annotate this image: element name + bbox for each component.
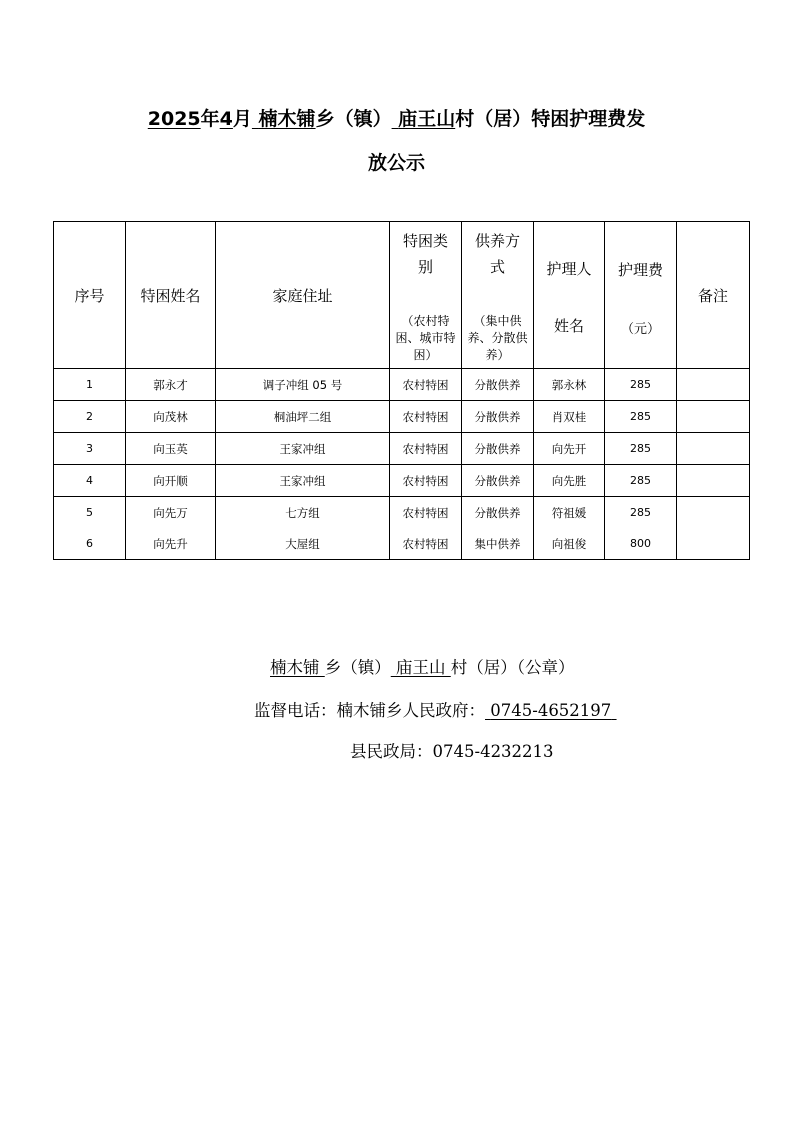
supervision-phone-line <box>254 697 617 721</box>
cell-seq: 4 <box>54 465 126 497</box>
seal-village-name: 庙王山 <box>396 658 446 677</box>
header-category-main: 特困类 <box>402 232 448 250</box>
document-title-line1 <box>0 104 793 131</box>
cell-category: 农村特困 <box>390 465 462 497</box>
cell-name: 向开顺 <box>126 465 216 497</box>
header-fee-main: 护理费 <box>617 261 663 280</box>
table-row <box>54 497 750 529</box>
header-support <box>462 222 534 369</box>
cell-support: 分散供养 <box>462 401 534 433</box>
seal-township <box>270 658 325 677</box>
seal-mid: 乡（镇） <box>324 658 391 677</box>
cell-fee: 285 <box>605 433 677 465</box>
cell-name: 郭永才 <box>126 369 216 401</box>
cell-support: 集中供养 <box>462 528 534 560</box>
title-year-suffix: 年 <box>200 108 220 130</box>
title-village-suffix: 村（居）特困护理费发 <box>455 108 646 130</box>
cell-seq: 1 <box>54 369 126 401</box>
header-support-note: （集中供养、分散供养） <box>467 314 528 362</box>
title-township <box>252 108 316 130</box>
cell-fee: 800 <box>605 528 677 560</box>
cell-caregiver: 肖双桂 <box>534 401 605 433</box>
table-row <box>54 369 750 401</box>
cell-fee: 285 <box>605 369 677 401</box>
table-header-row <box>54 222 750 369</box>
cell-name: 向先升 <box>126 528 216 560</box>
header-category-note: （农村特困、城市特困） <box>395 314 456 362</box>
header-category <box>390 222 462 369</box>
seal-end: 村（居）（公章） <box>450 658 575 677</box>
cell-fee: 285 <box>605 497 677 529</box>
header-caregiver-main: 护理人 <box>546 259 592 278</box>
cell-caregiver: 符祖媛 <box>534 497 605 529</box>
cell-seq: 3 <box>54 433 126 465</box>
header-name: 特困姓名 <box>126 222 216 369</box>
cell-remark <box>677 528 750 560</box>
document-title-line2: 放公示 <box>367 152 425 174</box>
cell-support: 分散供养 <box>462 433 534 465</box>
header-seq: 序号 <box>54 222 126 369</box>
cell-category: 农村特困 <box>390 369 462 401</box>
seal-line <box>270 654 575 678</box>
header-remark: 备注 <box>677 222 750 369</box>
cell-category: 农村特困 <box>390 497 462 529</box>
title-month: 4 <box>219 108 233 130</box>
table-row <box>54 401 750 433</box>
cell-name: 向先万 <box>126 497 216 529</box>
cell-seq: 5 <box>54 497 126 529</box>
cell-remark <box>677 433 750 465</box>
cell-fee: 285 <box>605 401 677 433</box>
cell-caregiver: 向先胜 <box>534 465 605 497</box>
title-village <box>392 108 456 130</box>
cell-support: 分散供养 <box>462 465 534 497</box>
county-label: 县民政局： <box>350 742 433 761</box>
header-caregiver-main2: 姓名 <box>553 316 584 335</box>
header-support-main2: 式 <box>489 258 505 276</box>
cell-caregiver: 向祖俊 <box>534 528 605 560</box>
header-caregiver <box>534 222 605 369</box>
county-phone-line <box>350 738 554 762</box>
cell-caregiver: 向先开 <box>534 433 605 465</box>
cell-address: 七方组 <box>216 497 390 529</box>
header-support-main: 供养方 <box>474 232 520 250</box>
cell-address: 大屋组 <box>216 528 390 560</box>
cell-support: 分散供养 <box>462 497 534 529</box>
subsidy-table <box>53 221 750 560</box>
title-township-suffix: 乡（镇） <box>315 108 392 130</box>
title-village-name: 庙王山 <box>398 108 456 130</box>
seal-township-name: 楠木铺 <box>270 658 320 677</box>
cell-remark <box>677 401 750 433</box>
cell-fee: 285 <box>605 465 677 497</box>
cell-address: 桐油坪二组 <box>216 401 390 433</box>
title-month-suffix: 月 <box>232 108 252 130</box>
table-row <box>54 433 750 465</box>
cell-name: 向玉英 <box>126 433 216 465</box>
table-row <box>54 528 750 560</box>
county-phone: 0745-4232213 <box>432 742 554 761</box>
cell-address: 调子冲组 05 号 <box>216 369 390 401</box>
cell-remark <box>677 497 750 529</box>
cell-seq: 6 <box>54 528 126 560</box>
header-fee <box>605 222 677 369</box>
header-fee-unit: （元） <box>620 321 660 337</box>
cell-remark <box>677 465 750 497</box>
header-category-main2: 别 <box>417 258 433 276</box>
cell-category: 农村特困 <box>390 528 462 560</box>
header-address: 家庭住址 <box>216 222 390 369</box>
phone-township-number: 0745-4652197 <box>490 701 612 720</box>
cell-remark <box>677 369 750 401</box>
table-row <box>54 465 750 497</box>
cell-seq: 2 <box>54 401 126 433</box>
cell-name: 向茂林 <box>126 401 216 433</box>
title-township-name: 楠木铺 <box>258 108 316 130</box>
cell-caregiver: 郭永林 <box>534 369 605 401</box>
cell-category: 农村特困 <box>390 433 462 465</box>
phone-township <box>485 701 617 720</box>
seal-village <box>391 658 451 677</box>
phone-label: 监督电话：楠木铺乡人民政府： <box>254 701 485 720</box>
cell-address: 王家冲组 <box>216 465 390 497</box>
cell-support: 分散供养 <box>462 369 534 401</box>
cell-address: 王家冲组 <box>216 433 390 465</box>
title-year: 2025 <box>147 108 201 130</box>
cell-category: 农村特困 <box>390 401 462 433</box>
